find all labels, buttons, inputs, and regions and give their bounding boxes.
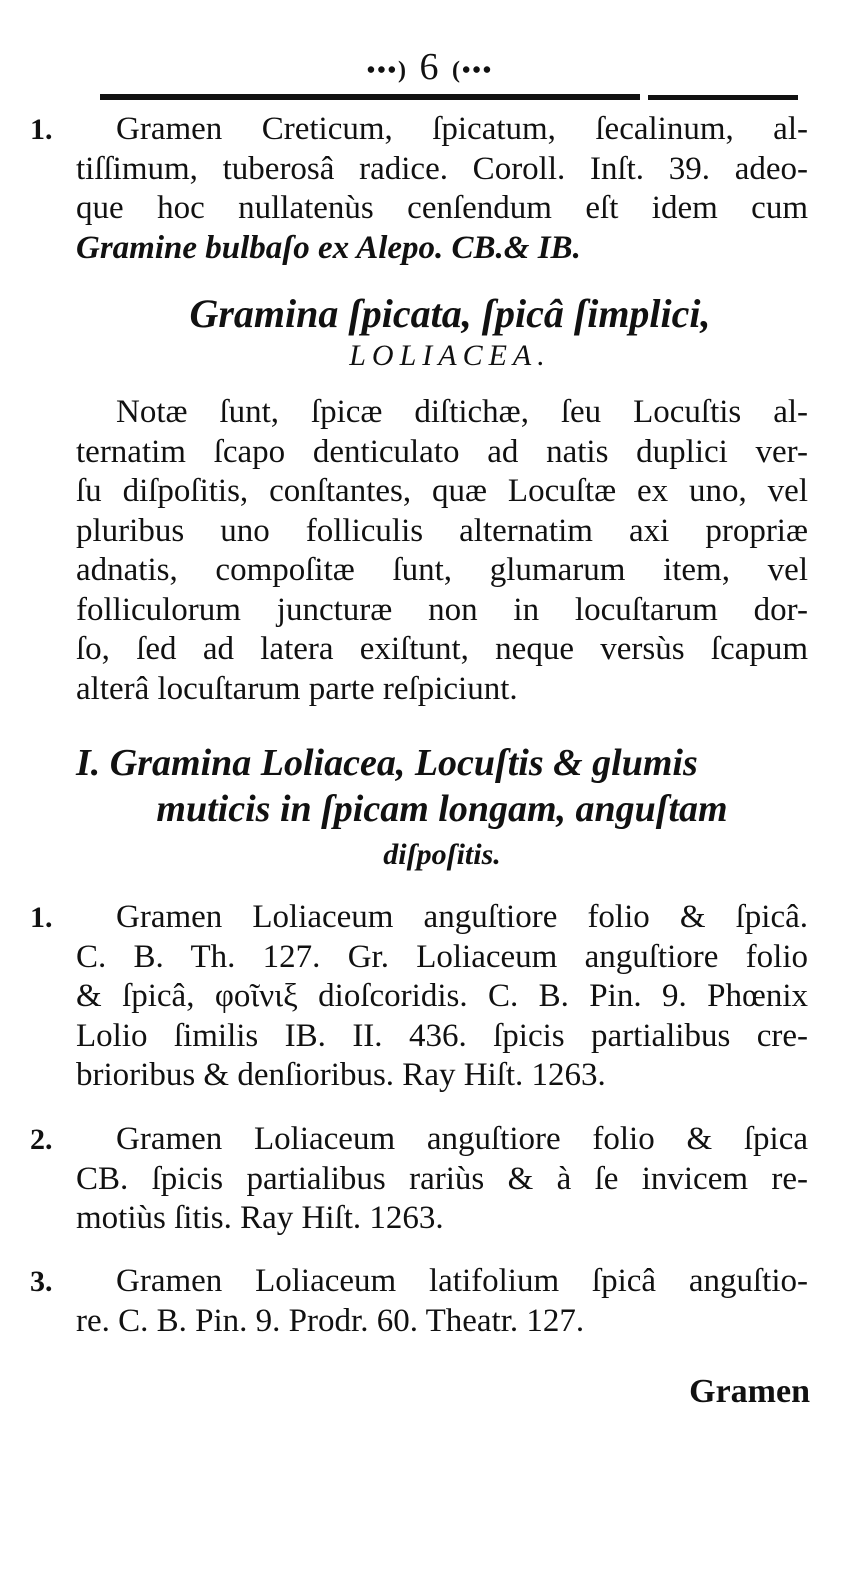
entry-number: 1. [30, 901, 53, 934]
entry-text [76, 1262, 808, 1341]
text-line: C. B. Th. 127. Gr. Loliaceum anguſtiore folio [76, 938, 808, 975]
entry-number: 3. [30, 1265, 53, 1298]
subsection-line: muticis in ſpicam longam, anguſtam [156, 788, 728, 830]
text-line: brioribus & denſioribus. Ray Hiſt. 1263. [76, 1057, 606, 1093]
catchword: Gramen [689, 1373, 810, 1410]
text-line: pluribus uno folliculis alternatim axi propriæ [76, 512, 808, 549]
text-line: CB. ſpicis partialibus rariùs & à ſe invicem re- [76, 1160, 808, 1197]
subsection-line: diſpoſitis. [383, 838, 501, 871]
page-number: 6 [419, 46, 441, 88]
paragraph-notae [76, 393, 808, 709]
entry-number: 1. [30, 113, 53, 146]
text-line: Gramen Loliaceum latifolium ſpicâ anguſtio- [116, 1263, 808, 1299]
subsection-title: Gramina Loliacea, Locuſtis & glumis [109, 742, 698, 784]
subsection-number: I. [76, 742, 101, 784]
text-line: ternatim ſcapo denticulato ad natis duplici ver- [76, 433, 808, 470]
ornament-right: (••• [452, 57, 494, 84]
text-line: Notæ ſunt, ſpicæ diſtichæ, ſeu Locuſtis al- [116, 394, 808, 430]
head-rule [100, 94, 640, 100]
entry-number: 2. [30, 1123, 53, 1156]
section-subheading: LOLIACEA. [349, 339, 551, 372]
subsection-heading [76, 740, 808, 878]
text-line: tiſſimum, tuberosâ radice. Coroll. Inſt. 39. adeo- [76, 150, 808, 187]
text-line: Gramine bulbaſo ex Alepo. CB.& IB. [76, 229, 581, 266]
text-line: re. C. B. Pin. 9. Prodr. 60. Theatr. 127. [76, 1302, 585, 1339]
text-line: Gramen Loliaceum anguſtiore folio & ſpicâ. [116, 899, 808, 935]
running-head [300, 44, 560, 90]
entry-text [76, 898, 808, 1096]
text-line: Lolio ſimilis IB. II. 436. ſpicis partialibus cre- [76, 1017, 808, 1054]
section-heading: Gramina ſpicata, ſpicâ ſimplici, [189, 291, 711, 336]
text-line: alterâ locuſtarum parte reſpiciunt. [76, 670, 518, 707]
entry-text [76, 110, 808, 268]
text-line: motiùs ſitis. Ray Hiſt. 1263. [76, 1200, 444, 1236]
ornament-left: •••) [366, 57, 408, 84]
head-rule-short [648, 95, 798, 100]
text-line: ſu diſpoſitis, conſtantes, quæ Locuſtæ ex uno, vel [76, 473, 808, 509]
text-line: Gramen Loliaceum anguſtiore folio & ſpica [116, 1121, 808, 1157]
text-line: & ſpicâ, φοῖνιξ dioſcoridis. C. B. Pin. 9. Phœnix [76, 978, 808, 1014]
text-line: folliculorum juncturæ non in locuſtarum dor- [76, 591, 808, 628]
text-line: Gramen Creticum, ſpicatum, ſecalinum, al- [116, 111, 808, 147]
text-line: que hoc nullatenùs cenſendum eſt idem cum [76, 190, 808, 226]
text-line: ſo, ſed ad latera exiſtunt, neque versùs ſcapum [76, 631, 808, 667]
subsection-line [76, 740, 808, 786]
entry-text [76, 1120, 808, 1239]
text-line: adnatis, compoſitæ ſunt, glumarum item, vel [76, 552, 808, 588]
